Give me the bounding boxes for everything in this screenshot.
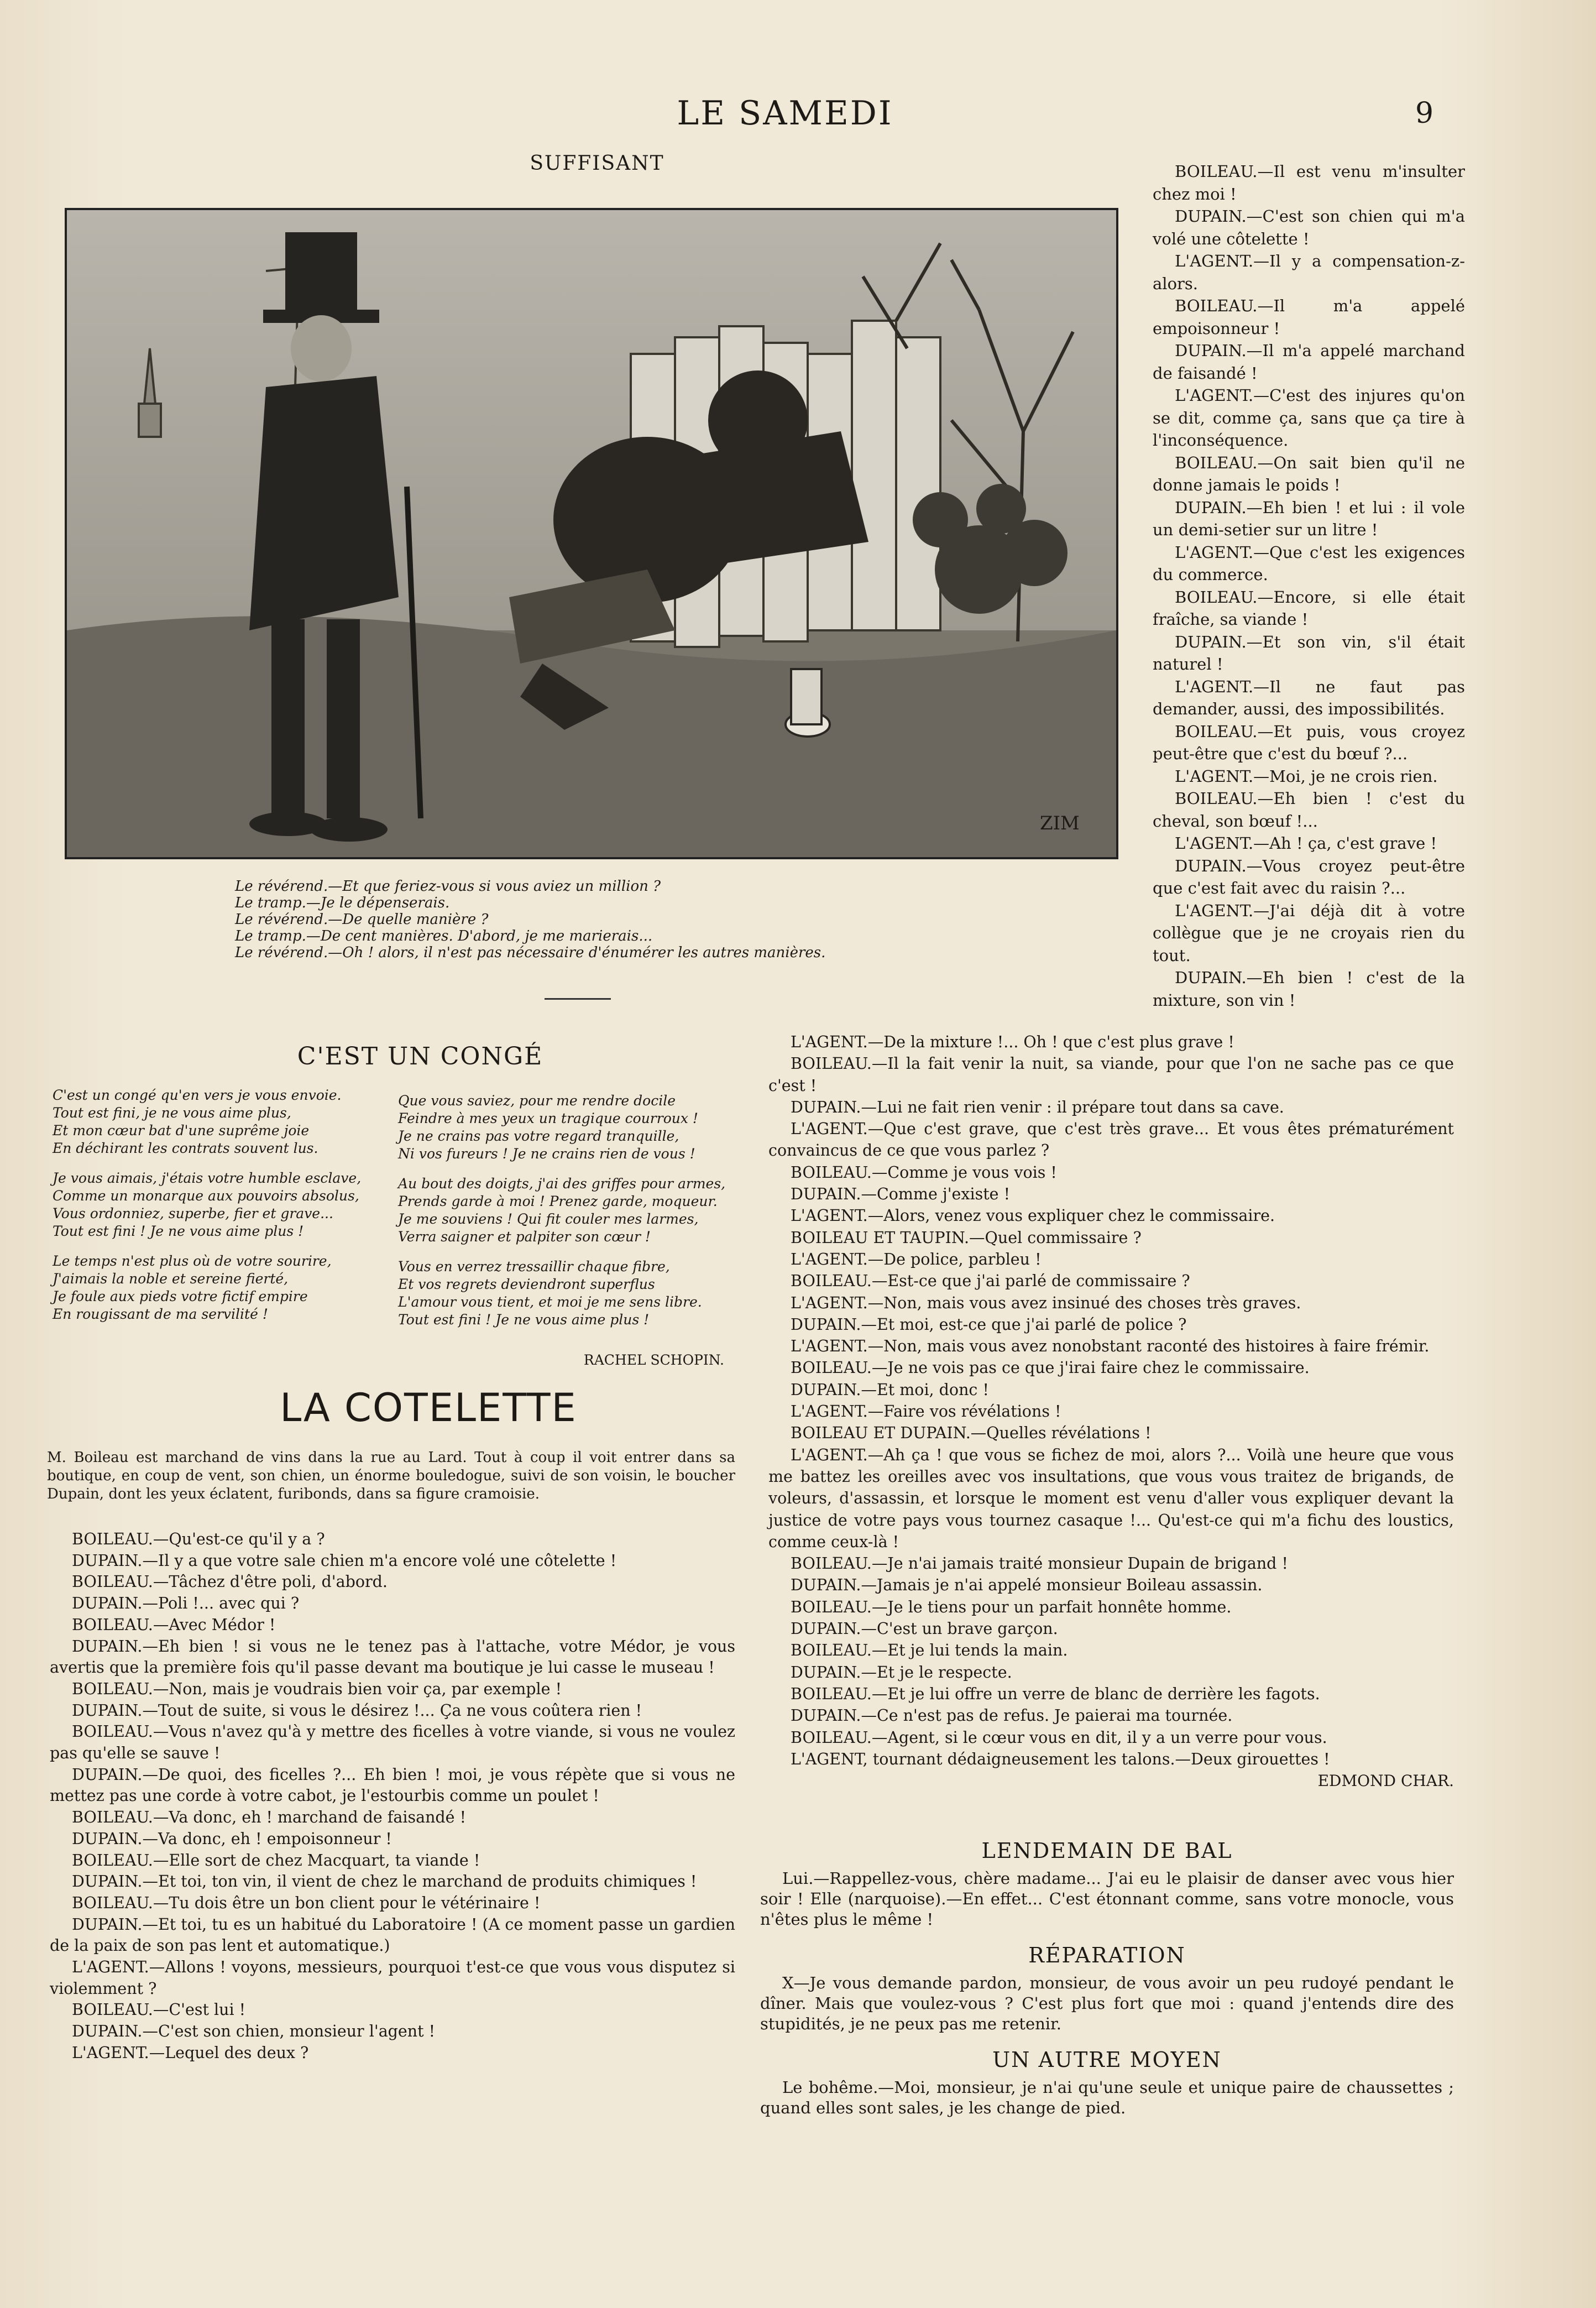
right-column-dialogue <box>1153 160 1465 1011</box>
dialogue-line: DUPAIN.—C'est son chien, monsieur l'agent ! <box>72 2022 436 2041</box>
dialogue-line: DUPAIN.—Et toi, ton vin, il vient de chez le marchand de produits chimiques ! <box>72 1872 697 1891</box>
dialogue-line: BOILEAU.—Est-ce que j'ai parlé de commissaire ? <box>791 1272 1190 1291</box>
poem-author: RACHEL SCHOPIN. <box>583 1352 724 1368</box>
page-header-title: LE SAMEDI <box>677 94 893 133</box>
dialogue-line: L'AGENT.—C'est des injures qu'on se dit, comme ça, sans que ça tire à l'inconséquence. <box>1153 386 1465 450</box>
dialogue-line: DUPAIN.—C'est son chien qui m'a volé une côtelette ! <box>1153 207 1465 248</box>
joke-text: Lui.—Rappellez-vous, chère madame... J'ai eu le plaisir de danser avec vous hier soir ! Elle (narquoise).—En effet... C'est étonnant comme, sans votre monocle, vous n'êtes plus le même ! <box>760 1869 1454 1929</box>
caption-line: Le tramp.—Je le dépenserais. <box>235 895 450 911</box>
dialogue-line: BOILEAU.—Il est venu m'insulter chez moi ! <box>1153 162 1465 203</box>
dialogue-line: L'AGENT.—Non, mais vous avez insinué des choses très graves. <box>791 1293 1301 1312</box>
poem-line: Je foule aux pieds votre fictif empire <box>53 1288 308 1304</box>
dialogue-line: BOILEAU ET TAUPIN.—Quel commissaire ? <box>791 1228 1142 1247</box>
dialogue-line: DUPAIN.—Eh bien ! c'est de la mixture, son vin ! <box>1153 968 1465 1010</box>
dialogue-line: BOILEAU.—Encore, si elle était fraîche, sa viande ! <box>1153 587 1465 629</box>
dialogue-line: BOILEAU.—C'est lui ! <box>72 2001 246 2019</box>
dialogue-line: DUPAIN.—Il y a que votre sale chien m'a encore volé une côtelette ! <box>72 1551 617 1570</box>
poem-line: Le temps n'est plus où de votre sourire, <box>53 1253 332 1269</box>
dialogue-line: BOILEAU.—Comme je vous vois ! <box>791 1163 1057 1182</box>
poem-line: Tout est fini ! Je ne vous aime plus ! <box>398 1312 650 1328</box>
dialogue-line: BOILEAU.—Non, mais je voudrais bien voir ça, par exemple ! <box>72 1679 562 1698</box>
section-divider <box>545 998 611 1000</box>
story-author: EDMOND CHAR. <box>1317 1772 1454 1790</box>
caption-line: Le révérend.—Et que feriez-vous si vous aviez un million ? <box>235 878 661 895</box>
dialogue-line: DUPAIN.—Et son vin, s'il était naturel ! <box>1153 632 1465 673</box>
poem-stanza <box>53 1087 390 1157</box>
poem-line: Ni vos fureurs ! Je ne crains rien de vous ! <box>398 1146 695 1162</box>
story-column-left <box>50 1529 735 2064</box>
dialogue-line: DUPAIN.—Jamais je n'ai appelé monsieur Boileau assassin. <box>791 1576 1263 1595</box>
dialogue-line: BOILEAU.—Tâchez d'être poli, d'abord. <box>72 1573 388 1591</box>
dialogue-line: L'AGENT.—De la mixture !... Oh ! que c'est plus grave ! <box>791 1033 1234 1051</box>
story-intro: M. Boileau est marchand de vins dans la rue au Lard. Tout à coup il voit entrer dans sa boutique, en coup de vent, son chien, un énorme bouledogue, suivi de son voisin, le boucher Dupain, dont les yeux éclatent, furibonds, dans sa figure cramoisie. <box>47 1449 735 1502</box>
dialogue-line: BOILEAU.—Il la fait venir la nuit, sa viande, pour que l'on ne sache pas ce que c'est ! <box>768 1054 1454 1095</box>
poem-line: Tout est fini ! Je ne vous aime plus ! <box>53 1223 304 1239</box>
poem-line: Et mon cœur bat d'une suprême joie <box>53 1122 310 1139</box>
dialogue-line: BOILEAU.—Vous n'avez qu'à y mettre des ficelles à votre viande, si vous ne voulez pas qu'elle se sauve ! <box>50 1722 735 1763</box>
dialogue-line: L'AGENT.—De police, parbleu ! <box>791 1250 1042 1268</box>
dialogue-line: L'AGENT.—Alors, venez vous expliquer chez le commissaire. <box>791 1207 1275 1225</box>
poem-stanza <box>53 1169 390 1240</box>
dialogue-line: DUPAIN.—Lui ne fait rien venir : il prépare tout dans sa cave. <box>791 1098 1284 1116</box>
dialogue-line: L'AGENT.—Faire vos révélations ! <box>791 1402 1061 1421</box>
dialogue-line: DUPAIN.—C'est un brave garçon. <box>791 1620 1058 1638</box>
dialogue-line: BOILEAU.—Et puis, vous croyez peut-être que c'est du bœuf ?... <box>1153 722 1465 763</box>
dialogue-line: L'AGENT.—Allons ! voyons, messieurs, pourquoi t'est-ce que vous vous disputez si violemment ? <box>50 1958 735 1998</box>
dialogue-line: BOILEAU.—Je ne vois pas ce que j'irai faire chez le commissaire. <box>791 1359 1310 1377</box>
poem-line: Au bout des doigts, j'ai des griffes pour armes, <box>398 1176 726 1192</box>
dialogue-line: DUPAIN.—Et moi, donc ! <box>791 1380 989 1399</box>
dialogue-line: L'AGENT.—J'ai déjà dit à votre collègue que je ne croyais rien du tout. <box>1153 901 1465 965</box>
dialogue-line: DUPAIN.—Tout de suite, si vous le désirez !... Ça ne vous coûtera rien ! <box>72 1701 642 1720</box>
cartoon-drawing <box>67 210 1116 857</box>
poem-line: Feindre à mes yeux un tragique courroux ! <box>398 1110 698 1126</box>
dialogue-line: DUPAIN.—Et je le respecte. <box>791 1663 1012 1682</box>
poem-line: C'est un congé qu'en vers je vous envoie. <box>53 1087 342 1103</box>
cartoon-title: SUFFISANT <box>530 152 664 175</box>
caption-line: Le tramp.—De cent manières. D'abord, je me marierais... <box>235 928 653 944</box>
dialogue-line: DUPAIN.—Comme j'existe ! <box>791 1185 1011 1204</box>
dialogue-line: BOILEAU.—Elle sort de chez Macquart, ta viande ! <box>72 1851 480 1870</box>
dialogue-line: DUPAIN.—Poli !... avec qui ? <box>72 1594 300 1613</box>
poem-line: L'amour vous tient, et moi je me sens libre. <box>398 1294 702 1310</box>
dialogue-line: BOILEAU.—Va donc, eh ! marchand de faisandé ! <box>72 1808 467 1827</box>
dialogue-line: BOILEAU.—Il m'a appelé empoisonneur ! <box>1153 296 1465 338</box>
dialogue-line: BOILEAU ET DUPAIN.—Quelles révélations ! <box>791 1424 1152 1443</box>
dialogue-line: DUPAIN.—Il m'a appelé marchand de faisandé ! <box>1153 341 1465 383</box>
dialogue-line: DUPAIN.—Et toi, tu es un habitué du Laboratoire ! (A ce moment passe un gardien de la paix de son pas lent et automatique.) <box>50 1915 735 1955</box>
poem-line: Je ne crains pas votre regard tranquille, <box>398 1128 679 1144</box>
dialogue-line: BOILEAU.—Agent, si le cœur vous en dit, il y a un verre pour vous. <box>791 1728 1327 1747</box>
dialogue-line: L'AGENT.—Que c'est grave, que c'est très grave... Et vous êtes prématurément convaincus de ce que vous parlez ? <box>768 1120 1454 1160</box>
story-title: LA COTELETTE <box>280 1385 577 1430</box>
poem-line: J'aimais la noble et sereine fierté, <box>53 1271 289 1287</box>
cartoon-caption <box>235 878 1064 961</box>
dialogue-line: BOILEAU.—Avec Médor ! <box>72 1615 276 1634</box>
dialogue-line: DUPAIN.—Eh bien ! et lui : il vole un demi-setier sur un litre ! <box>1153 498 1465 539</box>
dialogue-line: L'AGENT.—Il y a compensation-z-alors. <box>1153 252 1465 293</box>
dialogue-line: DUPAIN.—Va donc, eh ! empoisonneur ! <box>72 1829 392 1848</box>
cartoon-illustration <box>65 208 1118 859</box>
dialogue-line: L'AGENT.—Moi, je ne crois rien. <box>1175 766 1438 786</box>
dialogue-line: DUPAIN.—Eh bien ! si vous ne le tenez pas à l'attache, votre Médor, je vous avertis que la première fois qu'il passe devant ma boutique je lui casse le museau ! <box>50 1637 735 1677</box>
joke-title: RÉPARATION <box>1028 1943 1186 1967</box>
dialogue-line: BOILEAU.—On sait bien qu'il ne donne jamais le poids ! <box>1153 453 1465 494</box>
joke-text: Le bohême.—Moi, monsieur, je n'ai qu'une seule et unique paire de chaussettes ; quand elles sont sales, je les change de pied. <box>760 2078 1454 2117</box>
poem-line: Comme un monarque aux pouvoirs absolus, <box>53 1188 359 1204</box>
poem-line: Je me souviens ! Qui fit couler mes larmes, <box>398 1211 699 1227</box>
dialogue-line: DUPAIN.—De quoi, des ficelles ?... Eh bien ! moi, je vous répète que si vous ne mettez pas une corde à votre cabot, je l'estourbis comme un poulet ! <box>50 1765 735 1805</box>
dialogue-line: L'AGENT.—Lequel des deux ? <box>72 2043 309 2062</box>
poem-line: Vous en verrez tressaillir chaque fibre, <box>398 1259 670 1275</box>
dialogue-line: BOILEAU.—Et je lui offre un verre de blanc de derrière les fagots. <box>791 1684 1320 1703</box>
poem-line: Que vous saviez, pour me rendre docile <box>398 1093 676 1109</box>
dialogue-line: DUPAIN.—Ce n'est pas de refus. Je paierai ma tournée. <box>791 1706 1233 1725</box>
poem-line: En déchirant les contrats souvent lus. <box>53 1140 318 1156</box>
poem-line: Et vos regrets deviendront superflus <box>398 1276 655 1292</box>
poem-column-2 <box>398 1092 752 1341</box>
poem-line: Tout est fini, je ne vous aime plus, <box>53 1105 291 1121</box>
dialogue-line: DUPAIN.—Et moi, est-ce que j'ai parlé de police ? <box>791 1315 1187 1334</box>
dialogue-line: DUPAIN.—Vous croyez peut-être que c'est fait avec du raisin ?... <box>1153 856 1465 897</box>
joke-title: LENDEMAIN DE BAL <box>981 1839 1233 1863</box>
dialogue-line: L'AGENT, tournant dédaigneusement les talons.—Deux girouettes ! <box>791 1750 1330 1768</box>
dialogue-line: BOILEAU.—Je n'ai jamais traité monsieur Dupain de brigand ! <box>791 1554 1288 1573</box>
dialogue-line: L'AGENT.—Ah ! ça, c'est grave ! <box>1175 834 1437 853</box>
poem-stanza <box>398 1175 752 1246</box>
poem-stanza <box>398 1258 752 1329</box>
poem-column-1 <box>53 1087 390 1335</box>
poem-line: Je vous aimais, j'étais votre humble esclave, <box>53 1170 362 1186</box>
dialogue-line: BOILEAU.—Tu dois être un bon client pour le vétérinaire ! <box>72 1893 541 1912</box>
joke-text: X—Je vous demande pardon, monsieur, de vous avoir un peu rudoyé pendant le dîner. Mais que voulez-vous ? C'est plus fort que moi : quand j'entends dire des stupidités, je ne peux pas me retenir. <box>760 1973 1454 2033</box>
caption-line: Le révérend.—De quelle manière ? <box>235 911 489 928</box>
dialogue-line: BOILEAU.—Je le tiens pour un parfait honnête homme. <box>791 1597 1232 1616</box>
poem-title: C'EST UN CONGÉ <box>297 1042 543 1071</box>
poem-line: Prends garde à moi ! Prenez garde, moqueur. <box>398 1193 718 1209</box>
page-number: 9 <box>1415 97 1434 130</box>
dialogue-line: L'AGENT.—Que c'est les exigences du commerce. <box>1153 542 1465 584</box>
cartoon-signature: ZIM <box>1040 812 1080 834</box>
dialogue-line: L'AGENT.—Non, mais vous avez nonobstant raconté des histoires à faire frémir. <box>791 1337 1430 1356</box>
caption-line: Le révérend.—Oh ! alors, il n'est pas nécessaire d'énumérer les autres manières. <box>235 944 826 961</box>
joke-title: UN AUTRE MOYEN <box>992 2048 1222 2072</box>
poem-line: Vous ordonniez, superbe, fier et grave... <box>53 1205 333 1221</box>
story-column-right <box>768 1031 1454 1792</box>
poem-stanza <box>53 1252 390 1323</box>
dialogue-line: L'AGENT.—Il ne faut pas demander, aussi, des impossibilités. <box>1153 677 1465 718</box>
poem-stanza <box>398 1092 752 1163</box>
jokes-section <box>760 1839 1454 2118</box>
poem-line: En rougissant de ma servilité ! <box>53 1306 268 1322</box>
dialogue-line: L'AGENT.—Ah ça ! que vous se fichez de moi, alors ?... Voilà une heure que vous me battez les oreilles avec vos insultations, que vous vous traitez de brigands, de voleurs, d'assassin, et lorsque le moment est venu d'aller vous expliquer devant la justice de votre pays vous tournez casaque !... Qu'est-ce qui m'a fichu des loustics, comme ceux-là ! <box>768 1445 1454 1551</box>
dialogue-line: BOILEAU.—Qu'est-ce qu'il y a ? <box>72 1530 325 1548</box>
dialogue-line: BOILEAU.—Eh bien ! c'est du cheval, son bœuf !... <box>1153 789 1465 831</box>
poem-line: Verra saigner et palpiter son cœur ! <box>398 1229 651 1245</box>
dialogue-line: BOILEAU.—Et je lui tends la main. <box>791 1641 1068 1660</box>
